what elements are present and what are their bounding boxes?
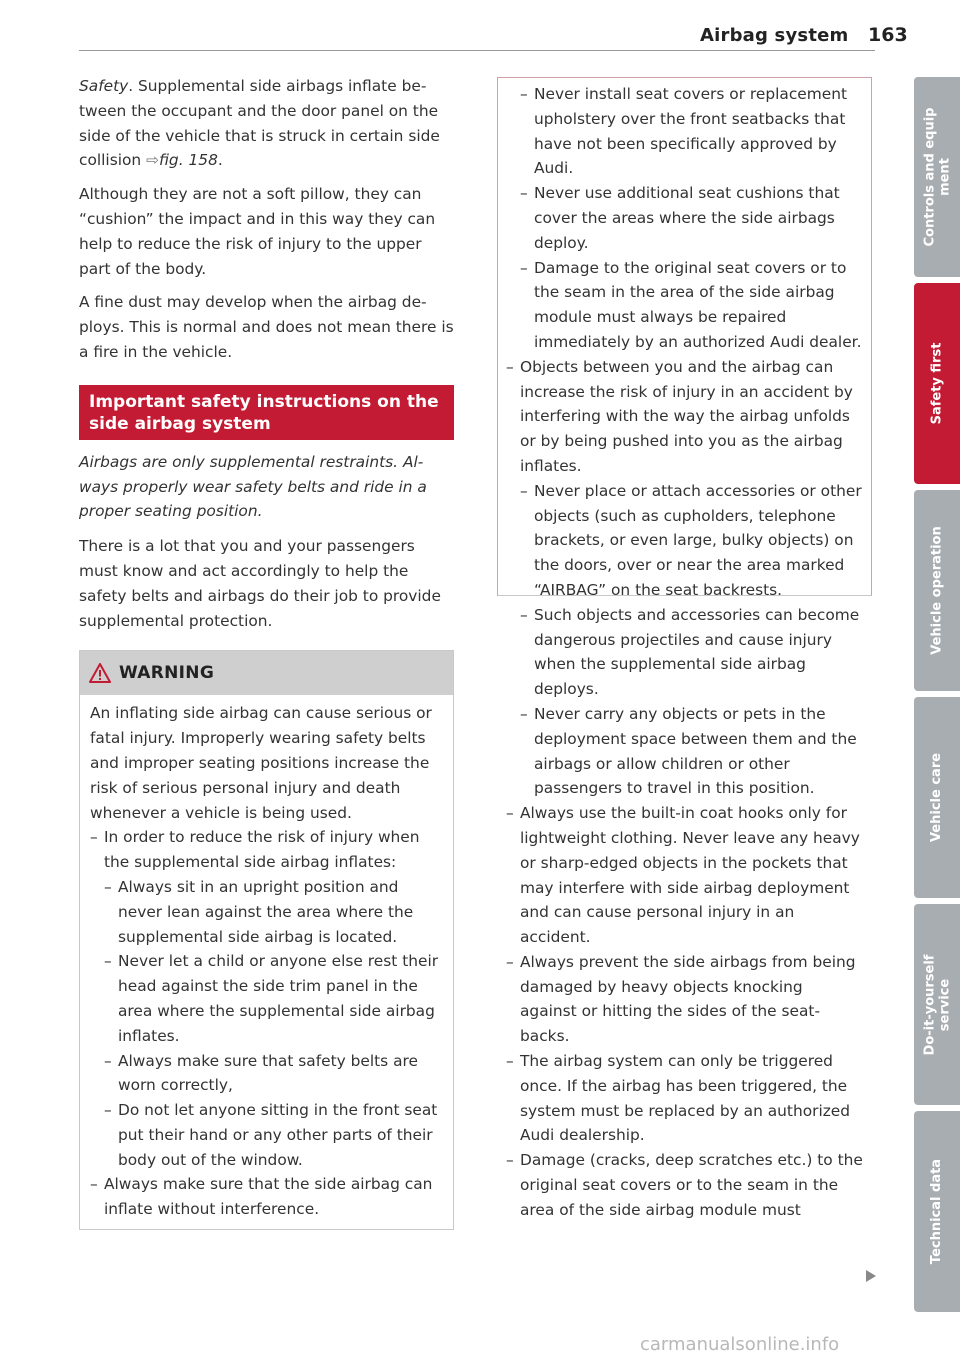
warning-item: – Always make sure that the side airbag can inflate without interference.	[90, 1172, 443, 1222]
paragraph-safety-text: . Supplemental side airbags inflate between the occupant and the door panel on the side of the vehicle that is struck in certain side collision	[79, 77, 440, 170]
tab-label: Safety first	[929, 342, 945, 425]
section-heading	[79, 385, 454, 440]
watermark: carmanualsonline.info	[640, 1334, 840, 1355]
paragraph-passengers: There is a lot that you and your passengers must know and act accordingly to help the safety belts and airbags do their job to provide supplemental protection.	[79, 537, 441, 630]
warning-subitem: – Damage to the original seat covers or to the seam in the area of the side airbag module must always be repaired immediately by an authorized Audi dealer.	[506, 256, 863, 355]
warning-item: – Always prevent the side airbags from being damaged by heavy objects knocking against or hitting the sides of the seatbacks.	[506, 950, 863, 1049]
header-rule	[79, 50, 875, 51]
warning-subitem: – Such objects and accessories can become dangerous projectiles and cause injury when the supplemental side airbag deploys.	[506, 603, 863, 702]
warning-item: – The airbag system can only be triggered once. If the airbag has been triggered, the system must be replaced by an authorized Audi dealership.	[506, 1049, 863, 1148]
safety-emphasis: Safety	[79, 77, 129, 95]
warning-subitem: – Do not let anyone sitting in the front seat put their hand or any other parts of their body out of the window.	[90, 1098, 443, 1172]
paragraph-cushion: Although they are not a soft pillow, they can “cushion” the impact and in this way they can help to reduce the risk of injury to the upper part of the body.	[79, 185, 436, 278]
warning-triangle-icon	[89, 663, 111, 683]
warning-body	[80, 695, 453, 1229]
tab-technical-data[interactable]	[914, 1111, 960, 1312]
warning-item: – In order to reduce the risk of injury when the supplemental side airbag inflates:	[90, 825, 443, 875]
warning-subitem: – Never install seat covers or replacement upholstery over the front seatbacks that have not been specifically approved by Audi.	[506, 82, 863, 181]
warning-continuation-box	[497, 77, 872, 1219]
section-intro: Airbags are only supplemental restraints. Always properly wear safety belts and ride in a proper seating position.	[79, 452, 427, 521]
tab-controls-and-equipment[interactable]	[914, 77, 960, 277]
warning-item: – Always use the built-in coat hooks only for lightweight clothing. Never leave any heavy or sharp-edged objects in the pockets that may interfere with side airbag deployment and can cause personal injury in an accident.	[506, 801, 863, 950]
warning-label: WARNING	[119, 662, 215, 683]
warning-subitem: – Always sit in an upright position and never lean against the area where the supplemental side airbag is located.	[90, 875, 443, 949]
tab-label: Vehicle operation	[929, 526, 945, 655]
figure-reference-link[interactable]: fig. 158	[158, 151, 218, 170]
warning-header	[80, 651, 453, 695]
page-number: 163	[868, 24, 908, 46]
reference-arrow-icon: ⇨	[146, 151, 159, 170]
continue-arrow-icon[interactable]	[866, 1270, 876, 1282]
left-column	[79, 74, 454, 1230]
tab-vehicle-care[interactable]	[914, 697, 960, 898]
tab-safety-first[interactable]	[914, 283, 960, 484]
warning-subitem: – Always make sure that safety belts are worn correctly,	[90, 1049, 443, 1099]
tab-label: Vehicle care	[929, 752, 945, 843]
warning-item: – Objects between you and the airbag can increase the risk of injury in an accident by interfering with the way the airbag unfolds or by being pushed into you as the airbag inflates.	[506, 355, 863, 479]
warning-subitem: – Never use additional seat cushions that cover the areas where the side airbags deploy.	[506, 181, 863, 255]
tab-vehicle-operation[interactable]	[914, 490, 960, 691]
warning-item: – Damage (cracks, deep scratches etc.) to the original seat covers or to the seam in the area of the side airbag module must	[506, 1148, 863, 1222]
warning-intro: An inflating side airbag can cause serious or fatal injury. Improperly wearing safety belts and improper seating positions increase the risk of serious personal injury and death whenever a vehicle is being used.	[90, 704, 432, 822]
paragraph-safety	[79, 74, 454, 173]
paragraph-fine-dust: A fine dust may develop when the airbag deploys. This is normal and does not mean there is a fire in the vehicle.	[79, 293, 454, 361]
warning-box	[79, 650, 454, 1230]
warning-subitem: – Never let a child or anyone else rest their head against the side trim panel in the area where the supplemental side airbag inflates.	[90, 949, 443, 1048]
warning-subitem: – Never place or attach accessories or other objects (such as cupholders, telephone brackets, or even large, bulky objects) on the doors, over or near the area marked “AIRBAG” on the seat backrests.	[506, 479, 863, 603]
warning-subitem: – Never carry any objects or pets in the deployment space between them and the airbags or allow children or other passengers to travel in this position.	[506, 702, 863, 801]
tab-do-it-yourself-service[interactable]	[914, 904, 960, 1105]
paragraph-safety-end: .	[217, 151, 223, 170]
tab-label: Do-it-yourself service	[922, 954, 953, 1055]
section-heading-line1: Important safety instructions on the	[89, 391, 439, 412]
running-title: Airbag system	[700, 25, 849, 46]
right-column	[497, 77, 872, 1219]
tab-label: Technical data	[929, 1158, 945, 1265]
tab-label: Controls and equip ment	[922, 107, 953, 247]
section-heading-line2: side airbag system	[89, 413, 271, 434]
